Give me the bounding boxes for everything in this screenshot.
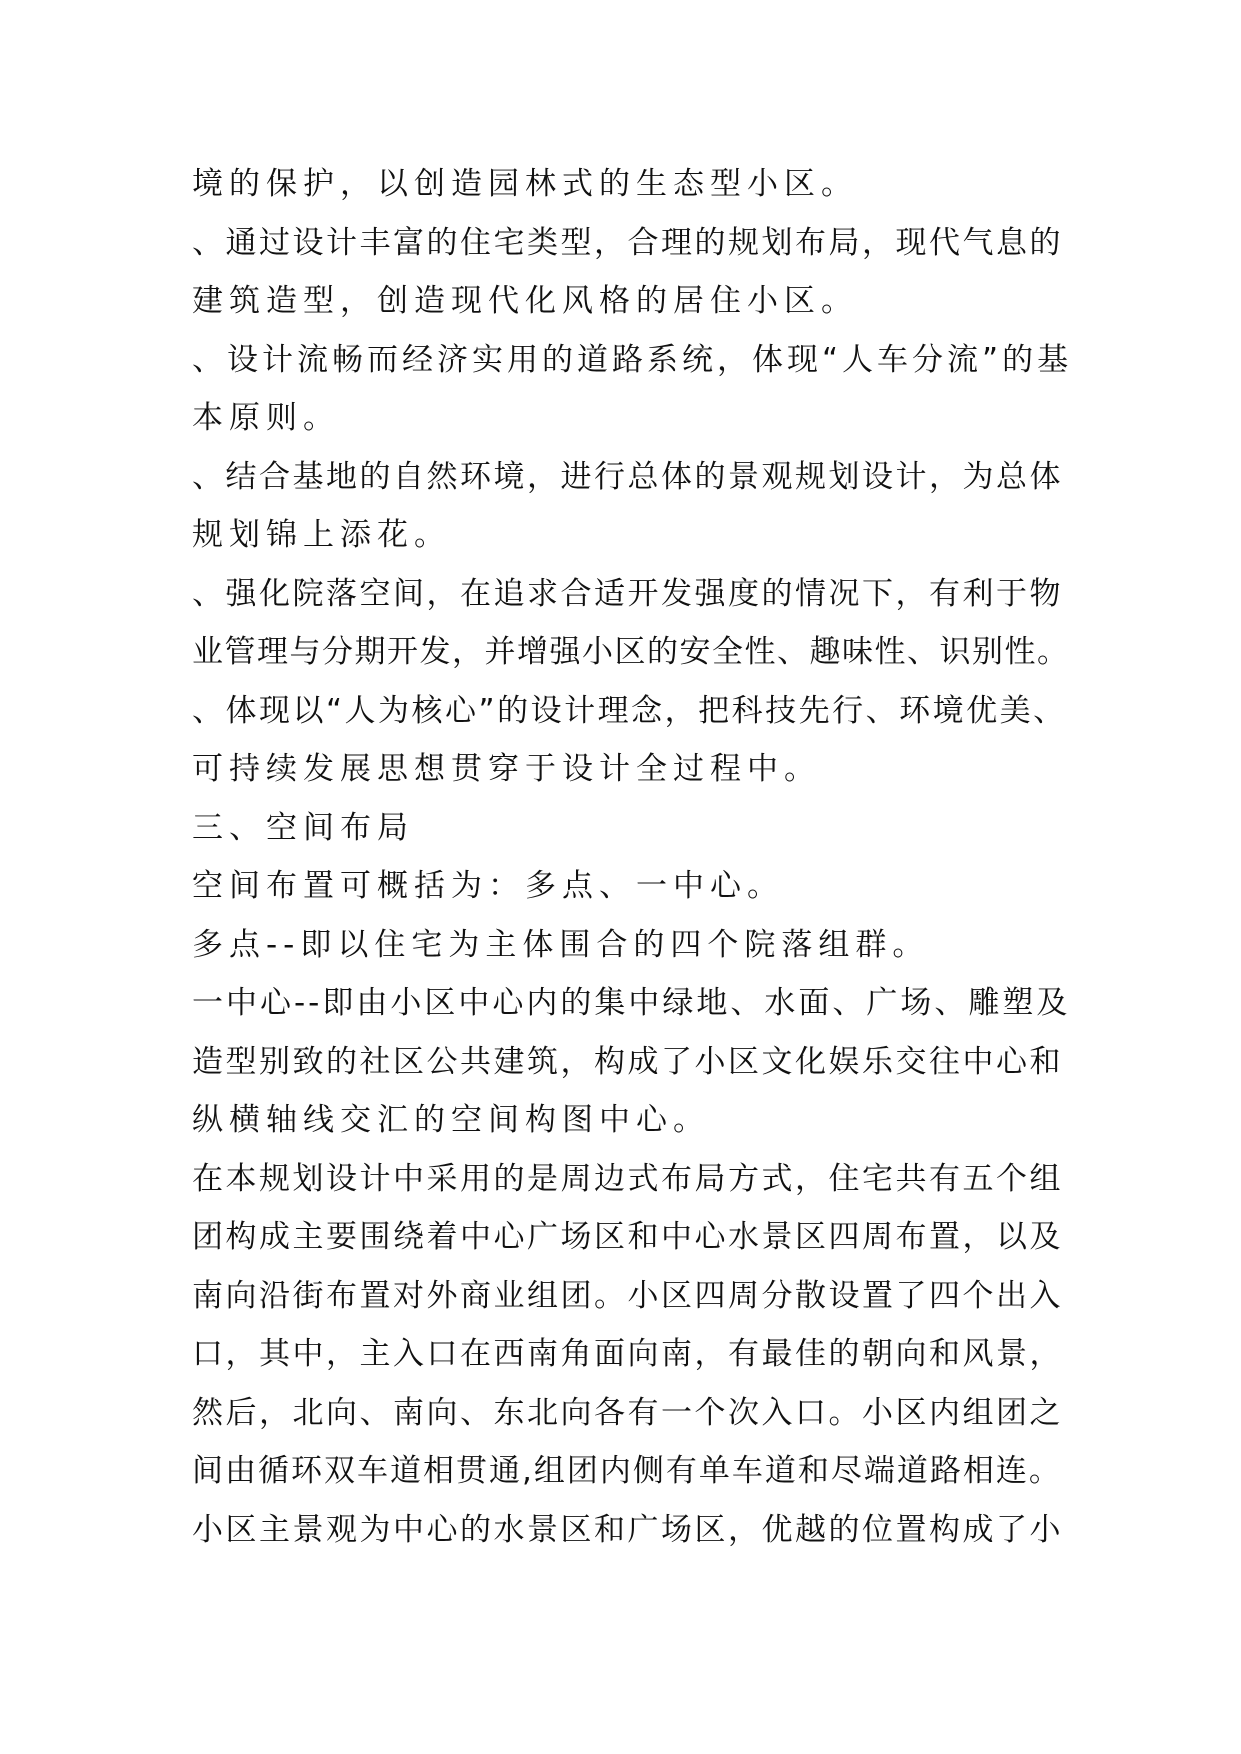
text-line: 然后，北向、南向、东北向各有一个次入口。小区内组团之	[192, 1394, 1063, 1431]
text-line: 业管理与分期开发，并增强小区的安全性、趣味性、识别性。	[192, 634, 1070, 670]
text-line: 、强化院落空间，在追求合适开发强度的情况下，有利于物	[192, 575, 1063, 612]
text-line: 境的保护，以创造园林式的生态型小区。	[192, 166, 858, 202]
text-line: 多点--即以住宅为主体围合的四个院落组群。	[192, 926, 930, 963]
text-line: 团构成主要围绕着中心广场区和中心水景区四周布置，以及	[192, 1219, 1063, 1255]
document-body	[192, 155, 1072, 1559]
text-line: 可持续发展思想贯穿于设计全过程中。	[192, 751, 821, 787]
text-line: 、结合基地的自然环境，进行总体的景观规划设计，为总体	[192, 458, 1063, 495]
text-line: 、体现以“人为核心”的设计理念，把科技先行、环境优美、	[192, 692, 1067, 729]
text-line: 纵横轴线交汇的空间构图中心。	[192, 1102, 710, 1138]
text-line: 造型别致的社区公共建筑，构成了小区文化娱乐交往中心和	[192, 1043, 1063, 1080]
text-line: 小区主景观为中心的水景区和广场区，优越的位置构成了小	[192, 1511, 1063, 1548]
text-line: 建筑造型，创造现代化风格的居住小区。	[192, 283, 858, 319]
section-heading: 三、空间布局	[192, 809, 414, 846]
text-line: 、通过设计丰富的住宅类型，合理的规划布局，现代气息的	[192, 224, 1063, 261]
text-line: 间由循环双车道相贯通,组团内侧有单车道和尽端道路相连。	[192, 1453, 1062, 1489]
text-line: 规划锦上添花。	[192, 517, 451, 553]
text-line: 南向沿街布置对外商业组团。小区四周分散设置了四个出入	[192, 1277, 1063, 1314]
text-line: 在本规划设计中采用的是周边式布局方式，住宅共有五个组	[192, 1160, 1063, 1197]
text-line: 、设计流畅而经济实用的道路系统，体现“人车分流”的基	[192, 341, 1073, 378]
text-line: 口，其中，主入口在西南角面向南，有最佳的朝向和风景，	[192, 1336, 1063, 1372]
text-line: 空间布置可概括为：多点、一中心。	[192, 868, 784, 904]
text-line: 一中心--即由小区中心内的集中绿地、水面、广场、雕塑及	[192, 985, 1071, 1021]
text-line: 本原则。	[192, 400, 340, 436]
